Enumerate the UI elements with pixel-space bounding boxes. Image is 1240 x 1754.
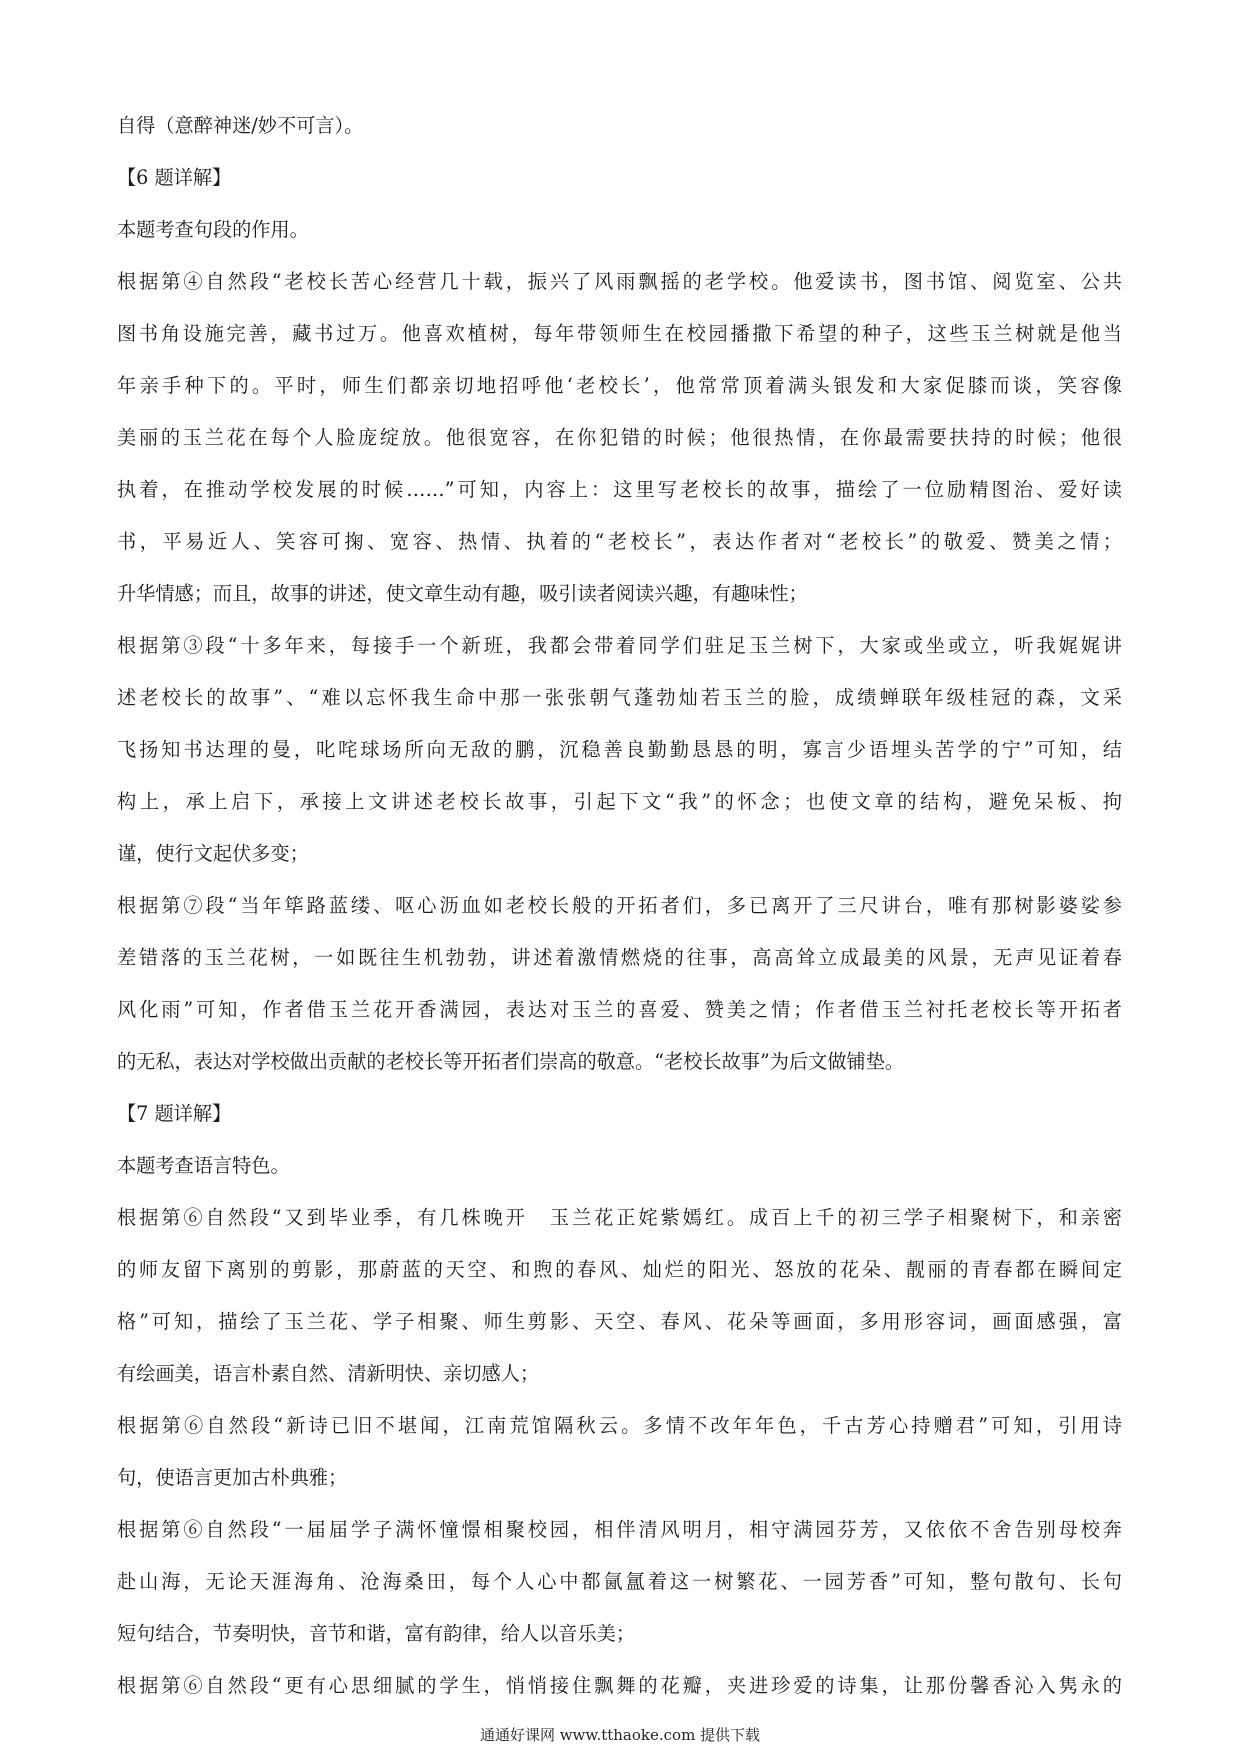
text-line: 差错落的玉兰花树，一如既往生机勃勃，讲述着激情燃烧的往事，高高耸立成最美的风景，无声见证着春: [117, 946, 1122, 969]
text-line: 自得（意醉神迷/妙不可言）。: [117, 114, 364, 137]
text-line: 风化雨”可知，作者借玉兰花开香满园，表达对玉兰的喜爱、赞美之情；作者借玉兰衬托老校长等开拓者: [117, 998, 1122, 1021]
text-line: 美丽的玉兰花在每个人脸庞绽放。他很宽容，在你犯错的时候；他很热情，在你最需要扶持的时候；他很: [117, 426, 1122, 449]
text-line: 年亲手种下的。平时，师生们都亲切地招呼他‘老校长’，他常常顶着满头银发和大家促膝而谈，笑容像: [117, 374, 1122, 397]
text-line: 根据第⑦段“当年筚路蓝缕、呕心沥血如老校长般的开拓者们，多已离开了三尺讲台，唯有那树影婆娑参: [117, 894, 1122, 917]
text-line: 根据第⑥自然段“更有心思细腻的学生，悄悄接住飘舞的花瓣，夹进珍爱的诗集，让那份馨香沁入隽永的: [117, 1674, 1122, 1697]
text-line: 构上，承上启下，承接上文讲述老校长故事，引起下文“我”的怀念；也使文章的结构，避免呆板、拘: [117, 790, 1122, 813]
text-line: 本题考查语言特色。: [117, 1154, 290, 1177]
text-line: 图书角设施完善，藏书过万。他喜欢植树，每年带领师生在校园播撒下希望的种子，这些玉兰树就是他当: [117, 322, 1122, 345]
text-line: 【7 题详解】: [117, 1102, 232, 1125]
text-line: 根据第⑥自然段“又到毕业季，有几株晚开 玉兰花正姹紫嫣红。成百上千的初三学子相聚树下，和亲密: [117, 1206, 1122, 1229]
text-line: 句，使语言更加古朴典雅；: [117, 1466, 348, 1489]
text-line: 短句结合，节奏明快，音节和谐，富有韵律，给人以音乐美；: [117, 1622, 636, 1645]
text-line: 述老校长的故事”、“难以忘怀我生命中那一张张朝气蓬勃灿若玉兰的脸，成绩蝉联年级桂冠的森，文采: [117, 686, 1122, 709]
text-line: 的无私，表达对学校做出贡献的老校长等开拓者们崇高的敬意。“老校长故事”为后文做铺垫。: [117, 1050, 905, 1073]
text-line: 根据第④自然段“老校长苦心经营几十载，振兴了风雨飘摇的老学校。他爱读书，图书馆、阅览室、公共: [117, 270, 1122, 293]
text-line: 的师友留下离别的剪影，那蔚蓝的天空、和煦的春风、灿烂的阳光、怒放的花朵、靓丽的青春都在瞬间定: [117, 1258, 1122, 1281]
text-line: 飞扬知书达理的曼，叱咤球场所向无敌的鹏，沉稳善良勤勤恳恳的明，寡言少语埋头苦学的宁”可知，结: [117, 738, 1122, 761]
text-line: 本题考查句段的作用。: [117, 218, 309, 241]
page-footer: 通通好课网 www.tthaoke.com 提供下载: [479, 1726, 761, 1744]
text-line: 格”可知，描绘了玉兰花、学子相聚、师生剪影、天空、春风、花朵等画面，多用形容词，画面感强，富: [117, 1310, 1122, 1333]
text-line: 谨，使行文起伏多变；: [117, 842, 309, 865]
text-line: 书，平易近人、笑容可掬、宽容、热情、执着的“老校长”，表达作者对“老校长”的敬爱、赞美之情；: [117, 530, 1122, 553]
text-line: 执着，在推动学校发展的时候……”可知，内容上：这里写老校长的故事，描绘了一位励精图治、爱好读: [117, 478, 1122, 501]
text-line: 升华情感；而且，故事的讲述，使文章生动有趣，吸引读者阅读兴趣，有趣味性；: [117, 582, 808, 605]
text-line: 根据第⑥自然段“新诗已旧不堪闻，江南荒馆隔秋云。多情不改年年色，千古芳心持赠君”可知，引用诗: [117, 1414, 1122, 1437]
text-line: 有绘画美，语言朴素自然、清新明快、亲切感人；: [117, 1362, 540, 1385]
text-line: 根据第③段“十多年来，每接手一个新班，我都会带着同学们驻足玉兰树下，大家或坐或立，听我娓娓讲: [117, 634, 1122, 657]
text-line: 根据第⑥自然段“一届届学子满怀憧憬相聚校园，相伴清风明月，相守满园芬芳，又依依不舍告别母校奔: [117, 1518, 1122, 1541]
text-line: 【6 题详解】: [117, 166, 232, 189]
text-line: 赴山海，无论天涯海角、沧海桑田，每个人心中都氤氲着这一树繁花、一园芳香”可知，整句散句、长句: [117, 1570, 1122, 1593]
document-body: [117, 100, 1122, 1712]
